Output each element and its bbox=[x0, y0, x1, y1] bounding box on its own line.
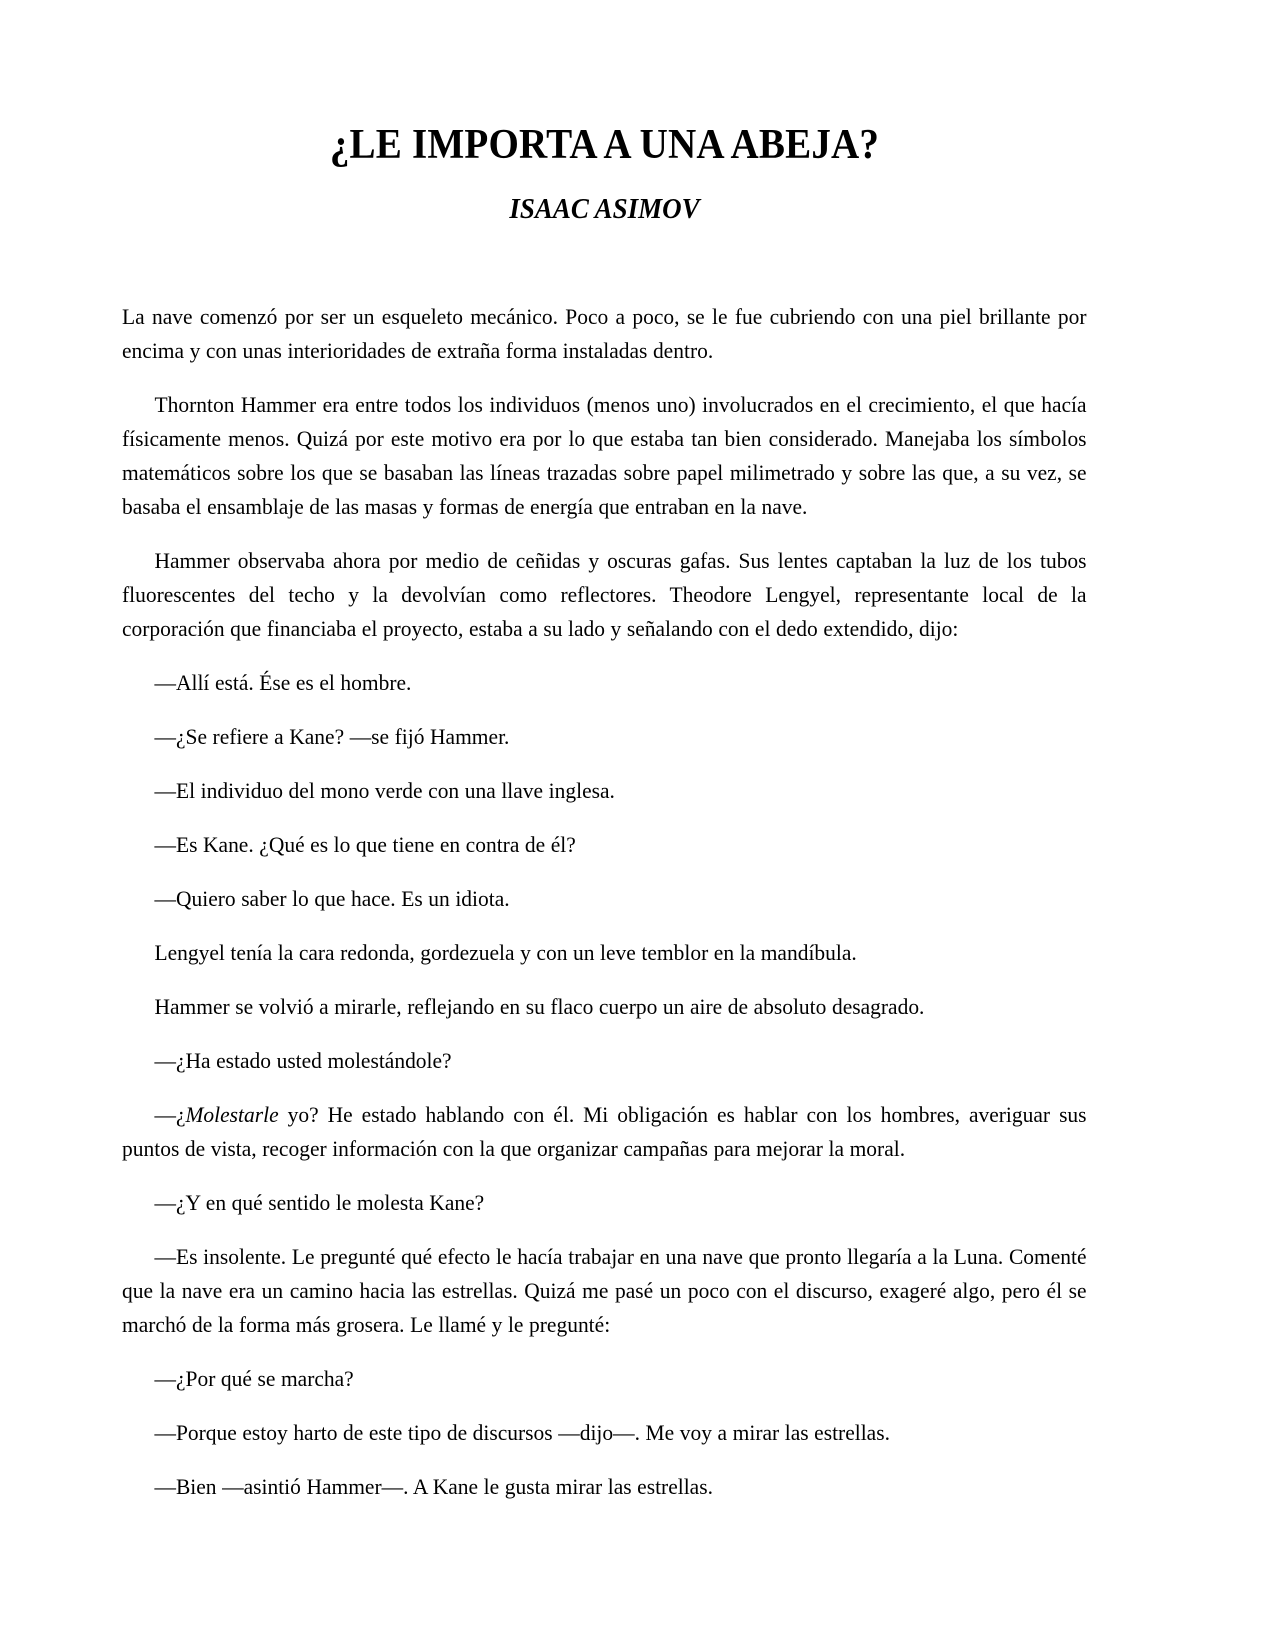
dialogue-dash-lead: —¿ bbox=[154, 1102, 186, 1128]
paragraph: Hammer observaba ahora por medio de ceñidas y oscuras gafas. Sus lentes captaban la luz de los tubos fluorescentes del techo y la devolvían como reflectores. Theodore Lengyel, representante local de la corporación que financiaba el proyecto, estaba a su lado y señalando con el dedo extendido, dijo: bbox=[122, 548, 1087, 642]
paragraph: Lengyel tenía la cara redonda, gordezuela y con un leve temblor en la mandíbula. bbox=[154, 940, 857, 966]
dialogue-line: —Es Kane. ¿Qué es lo que tiene en contra de él? bbox=[154, 832, 576, 858]
dialogue-line: —El individuo del mono verde con una llave inglesa. bbox=[154, 778, 615, 804]
paragraph: —Es insolente. Le pregunté qué efecto le hacía trabajar en una nave que pronto llegaría a la Luna. Comenté que la nave era un camino hacia las estrellas. Quizá me pasé un poco con el discurso, exageré algo, pero él se marchó de la forma más grosera. Le llamé y le pregunté: bbox=[122, 1244, 1087, 1338]
paragraph: Hammer se volvió a mirarle, reflejando en su flaco cuerpo un aire de absoluto desagrado. bbox=[154, 994, 925, 1020]
emphasis-word: Molestarle bbox=[185, 1102, 279, 1128]
dialogue-line: —Quiero saber lo que hace. Es un idiota. bbox=[154, 886, 510, 912]
page-content bbox=[122, 0, 1087, 1504]
paragraph-remainder: yo? He estado hablando con él. Mi obligación es hablar con los hombres, averiguar sus puntos de vista, recoger información con la que organizar campañas para mejorar la moral. bbox=[122, 1102, 1087, 1162]
dialogue-line: —Porque estoy harto de este tipo de discursos —dijo—. Me voy a mirar las estrellas. bbox=[154, 1420, 890, 1446]
paragraph: Thornton Hammer era entre todos los individuos (menos uno) involucrados en el crecimiento, el que hacía físicamente menos. Quizá por este motivo era por lo que estaba tan bien considerado. Manejaba los símbolos matemáticos sobre los que se basaban las líneas trazadas sobre papel milimetrado y sobre las que, a su vez, se basaba el ensamblaje de las masas y formas de energía que entraban en la nave. bbox=[122, 392, 1087, 520]
author-byline: ISAAC ASIMOV bbox=[509, 193, 700, 226]
dialogue-line: —Bien —asintió Hammer—. A Kane le gusta mirar las estrellas. bbox=[154, 1474, 713, 1500]
dialogue-line: —¿Ha estado usted molestándole? bbox=[154, 1048, 452, 1074]
dialogue-line: —Allí está. Ése es el hombre. bbox=[154, 670, 412, 696]
dialogue-line: —¿Por qué se marcha? bbox=[154, 1366, 354, 1392]
page-title: ¿LE IMPORTA A UNA ABEJA? bbox=[329, 122, 880, 168]
dialogue-line: —¿Se refiere a Kane? —se fijó Hammer. bbox=[154, 724, 510, 750]
dialogue-line: —¿Y en qué sentido le molesta Kane? bbox=[154, 1190, 485, 1216]
paragraph-with-emphasis bbox=[122, 1098, 1087, 1166]
body-text bbox=[122, 226, 1087, 1504]
paragraph: La nave comenzó por ser un esqueleto mecánico. Poco a poco, se le fue cubriendo con una piel brillante por encima y con unas interioridades de extraña forma instaladas dentro. bbox=[122, 304, 1087, 364]
